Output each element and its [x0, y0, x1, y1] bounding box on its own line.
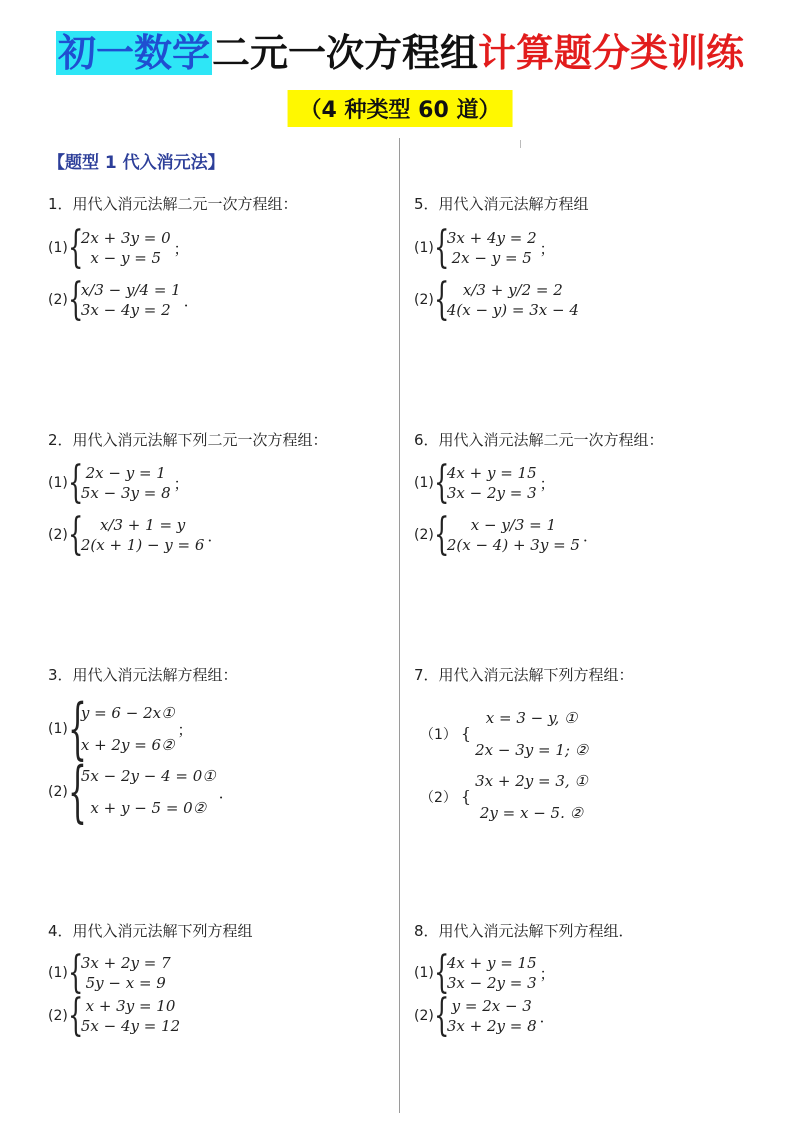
part-label: (2)	[48, 292, 68, 308]
problem-1-part-2	[48, 274, 199, 325]
brace-icon: {	[67, 274, 84, 325]
equation: x − y/3 = 1	[470, 516, 557, 534]
part-label: (1)	[414, 965, 434, 981]
part-label: (1)	[48, 240, 68, 256]
problem-3-part-2	[48, 753, 234, 830]
subtitle-badge: （4 种类型 60 道）	[288, 90, 513, 127]
equation: 3x − 4y = 2	[80, 301, 171, 319]
equation: x/3 + 1 = y	[99, 516, 186, 534]
punctuation: ；	[539, 474, 555, 493]
equation: x/3 + y/2 = 2	[462, 281, 563, 299]
problem-1-heading: 1．用代入消元法解二元一次方程组：	[48, 195, 298, 213]
equation: 4x + y = 15	[446, 954, 537, 972]
brace-icon: {	[67, 990, 84, 1041]
divider-tick	[520, 140, 521, 148]
equation: 5x − 4y = 12	[80, 1017, 181, 1035]
column-divider	[399, 138, 400, 1113]
punctuation: ．	[539, 1007, 555, 1026]
equation: x + 2y = 6②	[80, 736, 175, 754]
problem-5-part-2	[414, 274, 582, 325]
equation: 2x + 3y = 0	[80, 229, 171, 247]
part-label: (2)	[48, 527, 68, 543]
equation-system	[447, 953, 537, 993]
part-label: (2)	[414, 527, 434, 543]
brace-icon: {	[67, 753, 87, 830]
equation-system	[81, 463, 171, 503]
problem-4-part-1	[48, 947, 174, 998]
equation-system	[81, 953, 171, 993]
title-highlight: 初一数学	[57, 31, 210, 75]
brace-icon: {	[433, 457, 450, 508]
equation: x + 3y = 10	[85, 997, 176, 1015]
equation: 2x − y = 5	[451, 249, 532, 267]
equation: 3x − 2y = 3	[446, 974, 537, 992]
problem-6-heading: 6．用代入消元法解二元一次方程组：	[414, 431, 664, 449]
equation-system	[447, 515, 580, 555]
equation: y = 6 − 2x①	[80, 704, 175, 722]
equation: 2(x − 4) + 3y = 5	[446, 536, 580, 554]
equation: 2(x + 1) − y = 6	[80, 536, 205, 554]
equation: x = 3 − y, ①	[485, 709, 578, 727]
part-label: (2)	[414, 1008, 434, 1024]
equation-system	[447, 228, 537, 268]
equation-system	[81, 515, 205, 555]
punctuation: ；	[173, 474, 189, 493]
page-title	[0, 22, 800, 77]
part-label: （1）	[420, 727, 457, 743]
punctuation: ．	[183, 291, 199, 310]
problem-1-part-1	[48, 222, 189, 273]
equation-system	[447, 463, 537, 503]
equation: 3x + 4y = 2	[446, 229, 537, 247]
punctuation: ；	[539, 239, 555, 258]
equation: y = 2x − 3	[451, 997, 532, 1015]
problem-8-part-2	[414, 990, 555, 1041]
problem-7-part-2	[420, 765, 588, 829]
part-label: (2)	[48, 1008, 68, 1024]
problem-8-part-1	[414, 947, 555, 998]
part-label: (1)	[48, 721, 68, 737]
part-label: (1)	[48, 965, 68, 981]
problem-6-part-2	[414, 509, 598, 560]
problem-5-heading: 5．用代入消元法解方程组	[414, 195, 589, 213]
punctuation: ．	[582, 526, 598, 545]
part-label: (1)	[48, 475, 68, 491]
equation: 4(x − y) = 3x − 4	[446, 301, 579, 319]
equation-system	[475, 702, 588, 766]
equation: x − y = 5	[90, 249, 162, 267]
equation-system	[475, 765, 588, 829]
title-main: 二元一次方程组	[211, 31, 478, 75]
problem-5-part-1	[414, 222, 555, 273]
part-label: (1)	[414, 240, 434, 256]
equation-system	[81, 280, 181, 320]
equation: 3x + 2y = 7	[80, 954, 171, 972]
equation: x/3 − y/4 = 1	[80, 281, 181, 299]
problem-7-part-1	[420, 702, 588, 766]
equation: 3x + 2y = 3, ①	[475, 772, 588, 790]
equation: 5x − 3y = 8	[80, 484, 171, 502]
brace-icon: {	[67, 457, 84, 508]
part-label: (2)	[414, 292, 434, 308]
equation: 3x − 2y = 3	[446, 484, 537, 502]
part-label: （2）	[420, 790, 457, 806]
section-label: 【题型 1 代入消元法】	[48, 153, 225, 173]
equation-system	[447, 280, 579, 320]
equation: 3x + 2y = 8	[446, 1017, 537, 1035]
brace-icon: {	[460, 787, 472, 806]
brace-icon: {	[67, 509, 84, 560]
brace-icon: {	[433, 274, 450, 325]
equation-system	[81, 228, 171, 268]
brace-icon: {	[433, 990, 450, 1041]
equation: 4x + y = 15	[446, 464, 537, 482]
brace-icon: {	[460, 724, 472, 743]
problem-6-part-1	[414, 457, 555, 508]
brace-icon: {	[67, 690, 87, 767]
punctuation: ；	[539, 964, 555, 983]
problem-2-heading: 2．用代入消元法解下列二元一次方程组：	[48, 431, 328, 449]
equation: 5x − 2y − 4 = 0①	[80, 767, 216, 785]
brace-icon: {	[67, 222, 84, 273]
equation-system	[447, 996, 537, 1036]
punctuation: ．	[218, 783, 234, 802]
brace-icon: {	[67, 947, 84, 998]
punctuation: ．	[207, 526, 223, 545]
equation: 2y = x − 5. ②	[479, 804, 584, 822]
problem-2-part-1	[48, 457, 189, 508]
equation-system	[81, 760, 216, 824]
problem-7-heading: 7．用代入消元法解下列方程组：	[414, 666, 634, 684]
equation: 5y − x = 9	[85, 974, 166, 992]
brace-icon: {	[433, 509, 450, 560]
problem-2-part-2	[48, 509, 223, 560]
part-label: (1)	[414, 475, 434, 491]
problem-3-heading: 3．用代入消元法解方程组：	[48, 666, 238, 684]
brace-icon: {	[433, 947, 450, 998]
title-red: 计算题分类训练	[478, 31, 745, 75]
part-label: (2)	[48, 784, 68, 800]
problem-4-part-2	[48, 990, 183, 1041]
equation: x + y − 5 = 0②	[90, 799, 207, 817]
problem-8-heading: 8．用代入消元法解下列方程组．	[414, 922, 634, 940]
problem-4-heading: 4．用代入消元法解下列方程组	[48, 922, 253, 940]
brace-icon: {	[433, 222, 450, 273]
equation: 2x − 3y = 1; ②	[475, 741, 589, 759]
equation-system	[81, 697, 175, 761]
punctuation: ；	[177, 720, 193, 739]
equation: 2x − y = 1	[85, 464, 166, 482]
equation-system	[81, 996, 180, 1036]
punctuation: ；	[173, 239, 189, 258]
